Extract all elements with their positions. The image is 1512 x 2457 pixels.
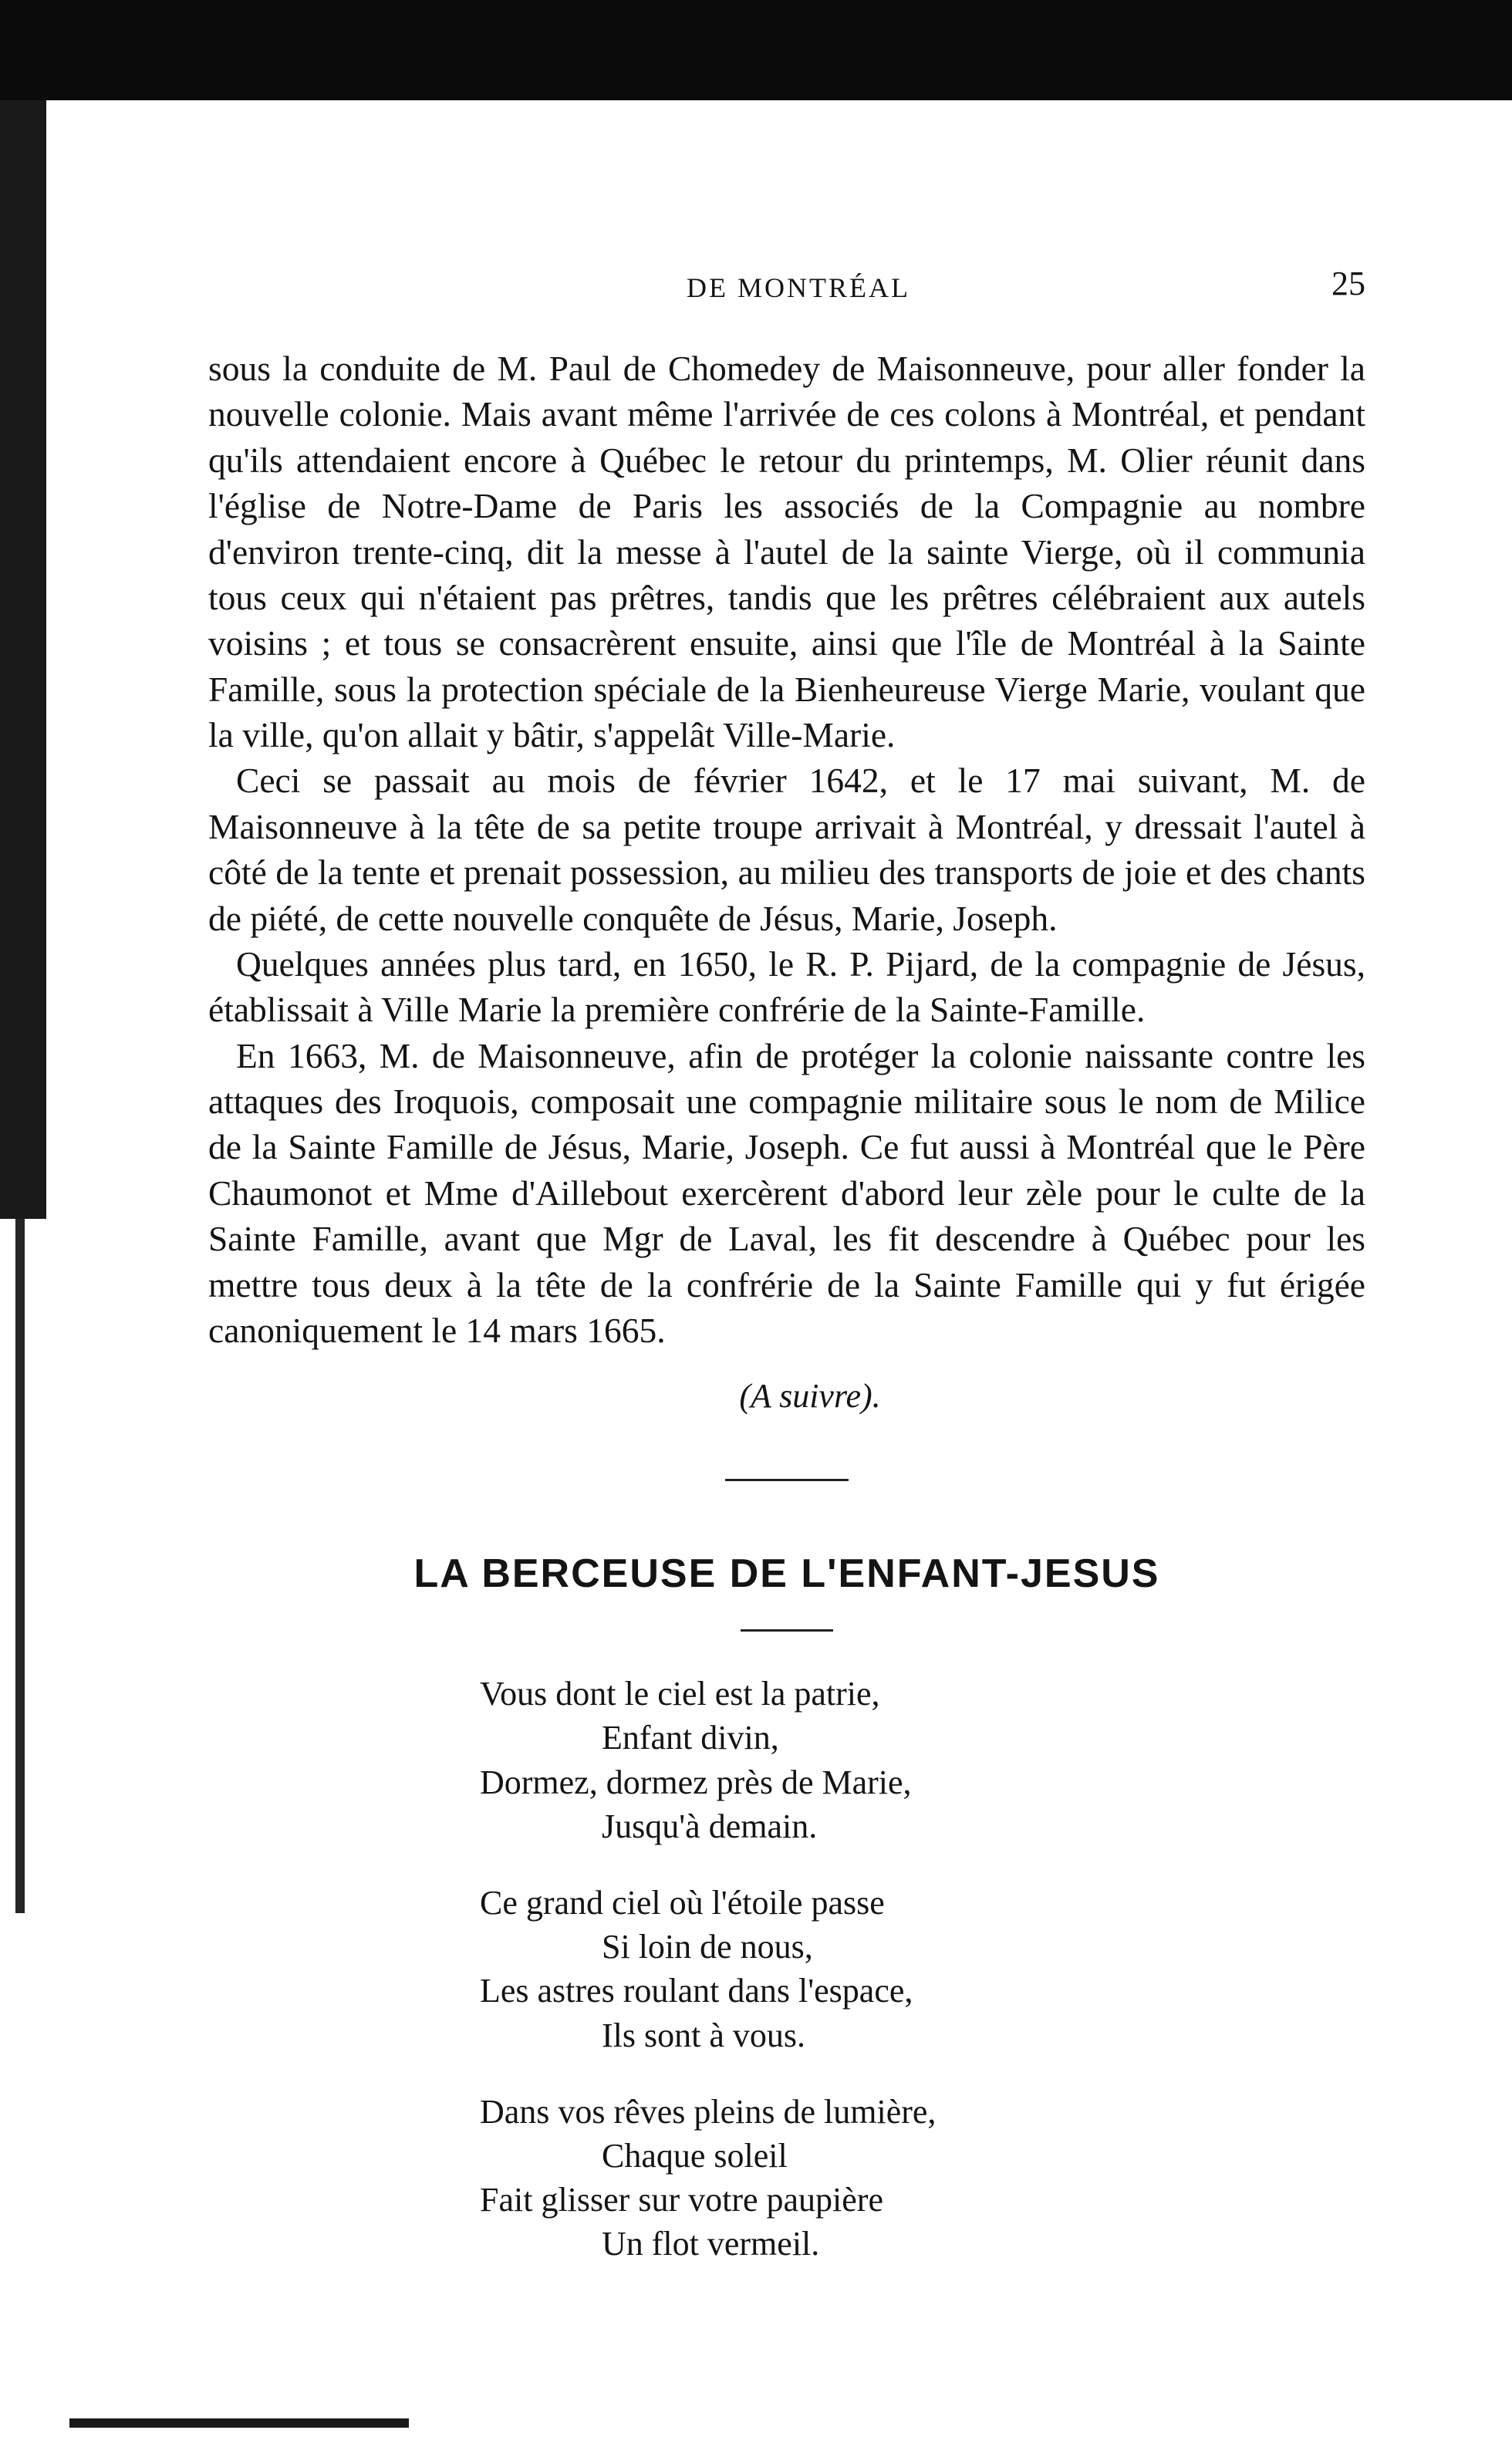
poem-verse: Jusqu'à demain.: [602, 1807, 818, 1845]
poem-verse: Dormez, dormez près de Marie,: [480, 1763, 912, 1801]
paragraph: sous la conduite de M. Paul de Chomedey de Maisonneuve, pour aller fonder la nouvelle colonie. Mais avant même l'arrivée de ces colons à Montréal, et pendant qu'ils attendaient encore à Québec le retour du printemps, M. Olier réunit dans l'église de Notre-Dame de Paris les associés de la Compagnie au nombre d'environ trente-cinq, dit la messe à l'autel de la sainte Vierge, où il communia tous ceux qui n'étaient pas prêtres, tandis que les prêtres célébraient aux autels voisins ; et tous se consacrèrent ensuite, ainsi que l'île de Montréal à la Sainte Famille, sous la protection spéciale de la Bienheureuse Vierge Marie, voulant que la ville, qu'on allait y bâtir, s'appelât Ville-Marie.: [208, 349, 1365, 754]
running-head: [208, 262, 1365, 309]
poem-verse: Dans vos rêves pleins de lumière,: [480, 2092, 937, 2131]
title-underline: [741, 1629, 833, 1632]
poem-verse: Les astres roulant dans l'espace,: [480, 1972, 913, 2010]
poem-verse: Vous dont le ciel est la patrie,: [480, 1675, 880, 1713]
paragraph: Quelques années plus tard, en 1650, le R. P. Pijard, de la compagnie de Jésus, établissait à Ville Marie la première confrérie de la Sainte-Famille.: [208, 943, 1365, 1030]
poem-stanza: [480, 1672, 1365, 1848]
paragraph: En 1663, M. de Maisonneuve, afin de protéger la colonie naissante contre les attaques des Iroquois, composait une compagnie militaire sous le nom de Milice de la Sainte Famille de Jésus, Marie, Joseph. Ce fut aussi à Montréal que le Père Chaumonot et Mme d'Aillebout exercèrent d'abord leur zèle pour le culte de la Sainte Famille, avant que Mgr de Laval, les fit descendre à Québec pour les mettre tous deux à la tête de la confrérie de la Sainte Famille qui y fut érigée canoniquement le 14 mars 1665.: [208, 1035, 1365, 1350]
running-head-title: DE MONTRÉAL: [687, 272, 910, 303]
scan-left-border: [0, 100, 46, 1219]
scan-top-border: [0, 0, 1512, 100]
poem-verse: Chaque soleil: [602, 2136, 788, 2175]
poem-verse: Ils sont à vous.: [602, 2016, 805, 2054]
scan-left-edge: [15, 1219, 25, 1913]
body-text: [208, 346, 1365, 1353]
poem-verse: Fait glisser sur votre paupière: [480, 2181, 883, 2219]
scan-bottom-mark: [69, 2418, 409, 2428]
poem-verse: Si loin de nous,: [602, 1928, 813, 1966]
poem-verse: Un flot vermeil.: [602, 2225, 820, 2263]
poem-verse: Enfant divin,: [602, 1719, 779, 1757]
section-divider: [725, 1479, 849, 1481]
paragraph: Ceci se passait au mois de février 1642, et le 17 mai suivant, M. de Maisonneuve à la tête de sa petite troupe arrivait à Montréal, y dressait l'autel à côté de la tente et prenait possession, au milieu des transports de joie et des chants de piété, de cette nouvelle conquête de Jésus, Marie, Joseph.: [208, 761, 1365, 938]
poem-verse: Ce grand ciel où l'étoile passe: [480, 1884, 885, 1922]
poem: [480, 1672, 1365, 2266]
section-title: LA BERCEUSE DE L'ENFANT-JESUS: [413, 1551, 1160, 1597]
continued-note: (A suivre).: [739, 1377, 881, 1416]
poem-stanza: [480, 1881, 1365, 2057]
book-page: [208, 262, 1365, 2299]
page-number: 25: [1331, 265, 1365, 302]
poem-stanza: [480, 2090, 1365, 2266]
